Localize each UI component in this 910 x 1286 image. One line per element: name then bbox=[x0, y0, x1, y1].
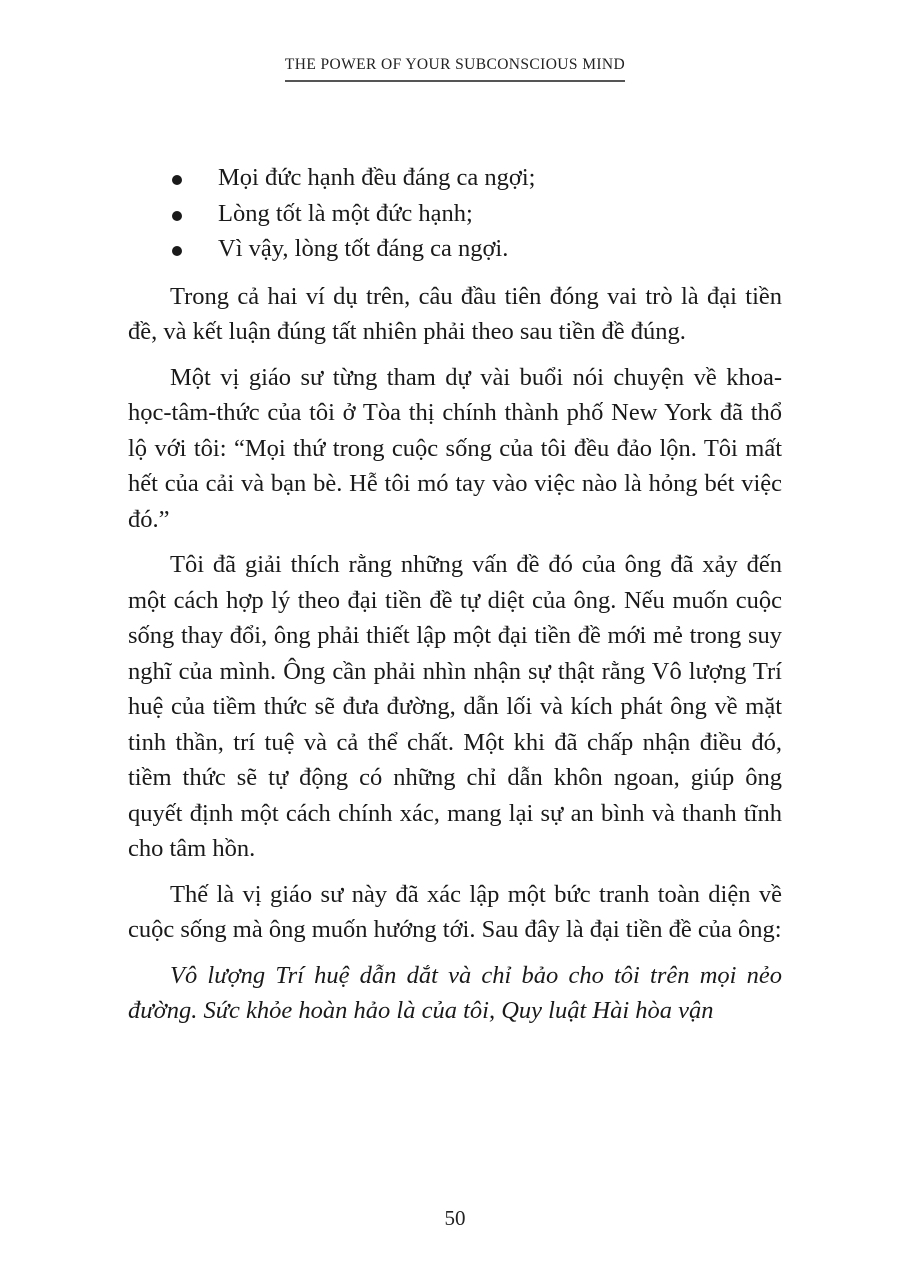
list-item-text: Vì vậy, lòng tốt đáng ca ngợi. bbox=[218, 235, 509, 262]
page-number: 50 bbox=[444, 1206, 466, 1230]
list-item bbox=[128, 196, 782, 232]
list-item bbox=[128, 160, 782, 196]
list-item-text: Mọi đức hạnh đều đáng ca ngợi; bbox=[218, 164, 536, 191]
bullet-icon bbox=[172, 175, 182, 185]
bullet-icon bbox=[172, 211, 182, 221]
paragraph: Tôi đã giải thích rằng những vấn đề đó của ông đã xảy đến một cách hợp lý theo đại tiền đề tự diệt của ông. Nếu muốn cuộc sống thay đổi, ông phải thiết lập một đại tiền đề mới mẻ trong suy nghĩ của mình. Ông cần phải nhìn nhận sự thật rằng Vô lượng Trí huệ của tiềm thức sẽ đưa đường, dẫn lối và kích phát ông về mặt tinh thần, trí tuệ và cả thể chất. Một khi đã chấp nhận điều đó, tiềm thức sẽ tự động có những chỉ dẫn khôn ngoan, giúp ông quyết định một cách chính xác, mang lại sự an bình và thanh tĩnh cho tâm hồn. bbox=[128, 551, 782, 862]
list-item-text: Lòng tốt là một đức hạnh; bbox=[218, 199, 473, 227]
italic-affirmation: Vô lượng Trí huệ dẫn dắt và chỉ bảo cho tôi trên mọi nẻo đường. Sức khỏe hoàn hảo là của tôi, Quy luật Hài hòa vận bbox=[128, 961, 782, 1024]
paragraph: Thế là vị giáo sư này đã xác lập một bức tranh toàn diện về cuộc sống mà ông muốn hướng tới. Sau đây là đại tiền đề của ông: bbox=[128, 880, 782, 943]
paragraph: Trong cả hai ví dụ trên, câu đầu tiên đóng vai trò là đại tiền đề, và kết luận đúng tất nhiên phải theo sau tiền đề đúng. bbox=[128, 282, 782, 345]
paragraph: Một vị giáo sư từng tham dự vài buổi nói chuyện về khoa-học-tâm-thức của tôi ở Tòa thị chính thành phố New York đã thổ lộ với tôi: “Mọi thứ trong cuộc sống của tôi đều đảo lộn. Tôi mất hết của cải và bạn bè. Hễ tôi mó tay vào việc nào là hỏng bét việc đó.” bbox=[128, 363, 782, 533]
bullet-icon bbox=[172, 246, 182, 256]
page-body bbox=[128, 160, 782, 1029]
running-header bbox=[0, 56, 910, 82]
list-item bbox=[128, 231, 782, 267]
bullet-list bbox=[128, 160, 782, 267]
running-title: THE POWER OF YOUR SUBCONSCIOUS MIND bbox=[285, 56, 625, 82]
